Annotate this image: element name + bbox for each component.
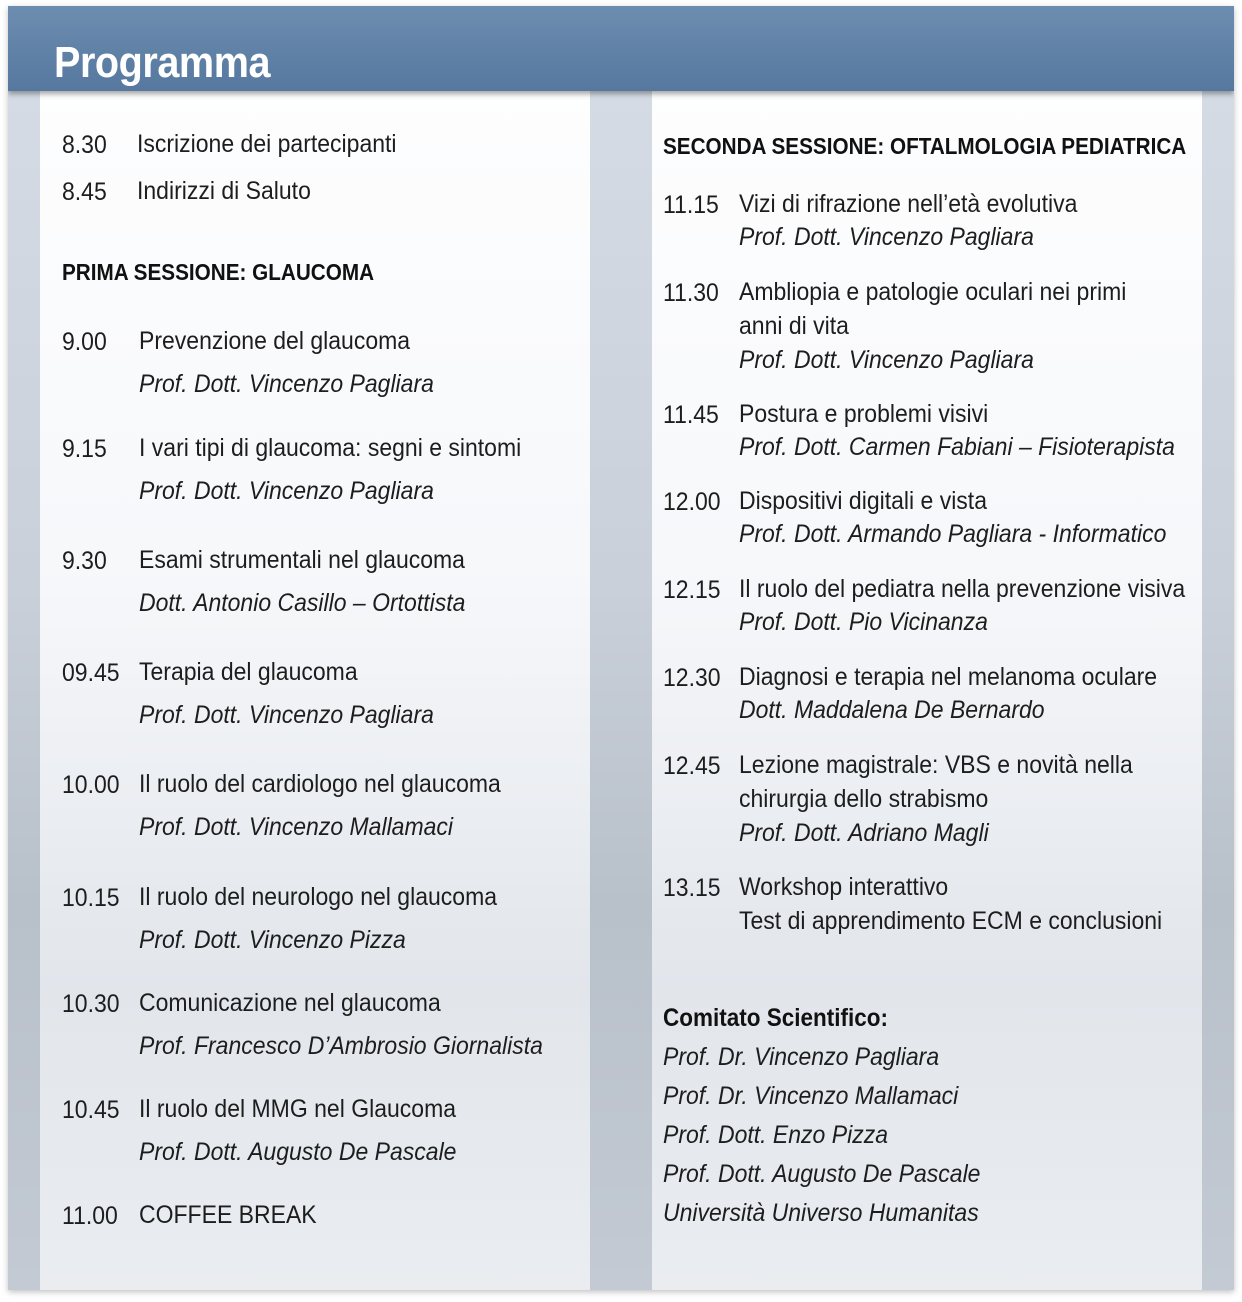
item-title: Esami strumentali nel glaucoma [139, 546, 465, 574]
item-time: 12.15 [663, 576, 721, 604]
item-time: 12.45 [663, 752, 721, 780]
committee-member: Università Universo Humanitas [663, 1199, 979, 1227]
item-title [739, 275, 1126, 343]
item-speaker: Prof. Dott. Vincenzo Pagliara [739, 346, 1034, 374]
item-title [739, 870, 1162, 938]
item-time: 12.30 [663, 664, 721, 692]
item-title-line: Il ruolo del pediatra nella prevenzione visiva [739, 575, 1186, 603]
item-time: 10.30 [62, 990, 120, 1018]
item-title: Comunicazione nel glaucoma [139, 989, 441, 1017]
item-time: 9.15 [62, 435, 107, 463]
item-title [739, 187, 1077, 221]
item-title-line: chirurgia dello strabismo [739, 785, 989, 813]
item-title-line: Dispositivi digitali e vista [739, 487, 987, 515]
item-time: 11.15 [663, 191, 719, 219]
item-speaker: Prof. Dott. Augusto De Pascale [139, 1138, 457, 1166]
item-time: 10.15 [62, 884, 120, 912]
item-title: Il ruolo del MMG nel Glaucoma [139, 1095, 457, 1123]
program-page [8, 6, 1234, 1290]
item-title-line: Test di apprendimento ECM e conclusioni [739, 907, 1163, 935]
item-title-line: Diagnosi e terapia nel melanoma oculare [739, 663, 1158, 691]
item-time: 11.00 [62, 1202, 118, 1230]
item-title-line: Workshop interattivo [739, 873, 949, 901]
item-time: 9.30 [62, 547, 107, 575]
committee-member: Prof. Dott. Augusto De Pascale [663, 1160, 981, 1188]
item-speaker: Dott. Antonio Casillo – Ortottista [139, 589, 466, 617]
item-time: 9.00 [62, 328, 107, 356]
item-time: 12.00 [663, 488, 721, 516]
item-title [739, 660, 1157, 694]
committee-member: Prof. Dr. Vincenzo Mallamaci [663, 1082, 959, 1110]
left-column [40, 91, 590, 1290]
item-title-line: Postura e problemi visivi [739, 400, 989, 428]
item-time: 09.45 [62, 659, 120, 687]
item-title [739, 748, 1133, 816]
item-title: I vari tipi di glaucoma: segni e sintomi [139, 434, 522, 462]
item-speaker: Prof. Dott. Armando Pagliara - Informatico [739, 520, 1167, 548]
header-bar [8, 6, 1234, 91]
item-speaker: Dott. Maddalena De Bernardo [739, 696, 1045, 724]
item-title: Prevenzione del glaucoma [139, 327, 411, 355]
item-speaker: Prof. Dott. Pio Vicinanza [739, 608, 988, 636]
item-title [739, 572, 1185, 606]
item-title: Il ruolo del neurologo nel glaucoma [139, 883, 498, 911]
item-title-line: Ambliopia e patologie oculari nei primi [739, 278, 1127, 306]
item-title-line: Lezione magistrale: VBS e novità nella [739, 751, 1133, 779]
item-title-line: Vizi di rifrazione nell’età evolutiva [739, 190, 1078, 218]
item-speaker: Prof. Dott. Adriano Magli [739, 819, 989, 847]
item-time: 10.00 [62, 771, 120, 799]
page-title: Programma [54, 38, 271, 87]
session-title: SECONDA SESSIONE: OFTALMOLOGIA PEDIATRICA [663, 133, 1187, 159]
item-title [739, 484, 987, 518]
session-title: PRIMA SESSIONE: GLAUCOMA [62, 259, 375, 285]
item-time: 10.45 [62, 1096, 120, 1124]
item-time: 11.45 [663, 401, 719, 429]
item-speaker: Prof. Dott. Vincenzo Pagliara [139, 477, 434, 505]
item-speaker: Prof. Dott. Vincenzo Pagliara [739, 223, 1034, 251]
item-time: 8.45 [62, 178, 107, 206]
committee-member: Prof. Dott. Enzo Pizza [663, 1121, 888, 1149]
committee-member: Prof. Dr. Vincenzo Pagliara [663, 1043, 940, 1071]
item-title: Iscrizione dei partecipanti [137, 130, 397, 158]
right-column [652, 91, 1202, 1290]
item-title: COFFEE BREAK [139, 1201, 317, 1229]
item-speaker: Prof. Dott. Carmen Fabiani – Fisioterapista [739, 433, 1175, 461]
item-title: Terapia del glaucoma [139, 658, 358, 686]
item-speaker: Prof. Dott. Vincenzo Pagliara [139, 701, 434, 729]
committee-title: Comitato Scientifico: [663, 1004, 889, 1032]
item-speaker: Prof. Francesco D’Ambrosio Giornalista [139, 1032, 543, 1060]
item-title: Il ruolo del cardiologo nel glaucoma [139, 770, 501, 798]
item-speaker: Prof. Dott. Vincenzo Mallamaci [139, 813, 454, 841]
item-time: 13.15 [663, 874, 721, 902]
item-title: Indirizzi di Saluto [137, 177, 311, 205]
item-title [739, 397, 988, 431]
item-time: 11.30 [663, 279, 719, 307]
item-time: 8.30 [62, 131, 107, 159]
item-title-line: anni di vita [739, 312, 849, 340]
item-speaker: Prof. Dott. Vincenzo Pagliara [139, 370, 434, 398]
item-speaker: Prof. Dott. Vincenzo Pizza [139, 926, 406, 954]
